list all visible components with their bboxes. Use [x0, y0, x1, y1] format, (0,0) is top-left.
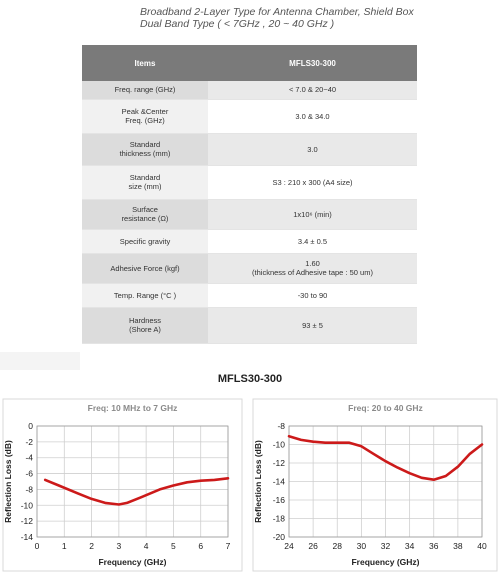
spec-row-value-line: < 7.0 & 20~40 [288, 85, 337, 95]
spec-row-value [208, 165, 417, 199]
charts-title: MFLS30-300 [217, 373, 283, 385]
spec-row [82, 307, 417, 343]
chart-high-band [250, 395, 500, 575]
spec-row-label-line: Adhesive Force (kgf) [110, 263, 180, 273]
spec-row-label-line: resistance (Ω) [121, 214, 169, 223]
spec-row-value-line: S3 : 210 x 300 (A4 size) [272, 177, 353, 187]
spec-row-value-line: 3.0 [307, 144, 318, 154]
x-axis-label: Frequency (GHz) [98, 557, 167, 567]
spec-row-value [208, 81, 417, 99]
spec-row-label-line: (Shore A) [129, 325, 161, 334]
spec-row-value-line: (thickness of Adhesive tape : 50 um) [252, 268, 373, 277]
spec-row [82, 165, 417, 199]
y-tick-label: -10 [272, 439, 285, 450]
spec-row-label-line: size (mm) [128, 182, 162, 191]
x-tick-label: 6 [198, 541, 204, 551]
spec-row-label [82, 133, 208, 165]
x-axis-label: Frequency (GHz) [351, 557, 420, 567]
y-tick-label: -4 [25, 452, 33, 463]
spec-row-label-line: Standard [129, 140, 161, 149]
x-tick-label: 38 [453, 541, 463, 551]
y-axis-label: Reflection Loss (dB) [3, 440, 13, 523]
spec-row-label [82, 99, 208, 133]
spec-row-label-line: Freq. range (GHz) [114, 85, 176, 95]
y-axis-label: Reflection Loss (dB) [253, 440, 263, 523]
y-tick-label: -16 [272, 495, 285, 505]
x-tick-label: 24 [284, 541, 294, 551]
y-tick-label: 0 [28, 421, 33, 431]
y-tick-label: -10 [20, 500, 33, 511]
spec-table-header-row [82, 45, 417, 81]
spec-row-label-line: Surface [132, 205, 158, 214]
spec-row-label [82, 199, 208, 229]
spec-row-value-line: 1.60 [305, 259, 320, 268]
x-tick-label: 30 [356, 541, 367, 551]
x-tick-label: 1 [61, 541, 67, 551]
spec-row-value [208, 133, 417, 165]
column-header-model: MFLS30-300 [208, 45, 417, 81]
spec-row-value-line: -30 to 90 [297, 290, 328, 300]
spec-row-value [208, 229, 417, 253]
y-tick-label: -6 [25, 468, 33, 479]
x-tick-label: 40 [477, 541, 487, 551]
spec-row [82, 283, 417, 307]
spec-row-value-line: 1x10⁶ (min) [293, 209, 332, 219]
x-tick-label: 34 [404, 541, 415, 551]
y-tick-label: -12 [272, 458, 285, 468]
chart-title: Freq: 10 MHz to 7 GHz [87, 403, 178, 413]
y-tick-label: -8 [25, 484, 33, 495]
spec-row-value [208, 199, 417, 229]
spec-row-value [208, 99, 417, 133]
x-tick-label: 0 [34, 541, 40, 551]
spec-table [82, 45, 417, 344]
spec-row-label-line: Peak &Center [121, 107, 169, 116]
spec-row [82, 99, 417, 133]
y-tick-label: -8 [277, 421, 285, 431]
spec-row-value-line: 3.0 & 34.0 [295, 111, 330, 121]
spec-table-body [82, 81, 417, 343]
y-tick-label: -14 [20, 532, 33, 542]
header-line-2: Dual Band Type ( < 7GHz , 20 ~ 40 GHz ) [140, 18, 335, 30]
spec-row-label [82, 283, 208, 307]
x-tick-label: 36 [429, 541, 439, 551]
header-line-1: Broadband 2-Layer Type for Antenna Chamber, Shield Box [140, 6, 414, 18]
x-tick-label: 3 [116, 541, 122, 551]
x-tick-label: 5 [171, 541, 176, 551]
spec-row-label-line: Specific gravity [119, 236, 171, 246]
blank-panel [0, 352, 80, 370]
spec-row-value [208, 307, 417, 343]
x-tick-label: 2 [89, 541, 94, 551]
spec-row-value-line: 3.4 ± 0.5 [297, 236, 328, 246]
y-tick-label: -20 [272, 532, 285, 542]
spec-row-label-line: Hardness [128, 316, 162, 325]
y-tick-label: -12 [20, 516, 33, 527]
x-tick-label: 4 [143, 541, 149, 551]
spec-row-value-line: 93 ± 5 [302, 320, 323, 330]
x-tick-label: 28 [332, 541, 342, 551]
spec-row-label-line: thickness (mm) [119, 149, 171, 158]
spec-row [82, 133, 417, 165]
spec-row [82, 199, 417, 229]
y-tick-label: -14 [272, 476, 285, 487]
spec-row [82, 253, 417, 283]
spec-row-value [208, 283, 417, 307]
spec-row-label-line: Freq. (GHz) [125, 116, 165, 125]
spec-row-label [82, 253, 208, 283]
spec-row [82, 81, 417, 99]
spec-row-label-line: Standard [129, 173, 161, 182]
header-text [140, 6, 414, 30]
spec-row-label [82, 307, 208, 343]
spec-row-value [208, 253, 417, 283]
y-tick-label: -18 [272, 513, 285, 524]
x-tick-label: 32 [380, 541, 391, 551]
x-tick-label: 7 [225, 541, 231, 551]
y-tick-label: -2 [25, 436, 33, 447]
spec-row-label [82, 81, 208, 99]
column-header-items: Items [82, 45, 208, 81]
spec-row [82, 229, 417, 253]
spec-row-label [82, 229, 208, 253]
chart-title: Freq: 20 to 40 GHz [348, 403, 423, 413]
x-tick-label: 26 [308, 541, 318, 551]
chart-low-band [0, 395, 245, 575]
spec-row-label-line: Temp. Range (°C ) [113, 290, 177, 300]
spec-row-label [82, 165, 208, 199]
